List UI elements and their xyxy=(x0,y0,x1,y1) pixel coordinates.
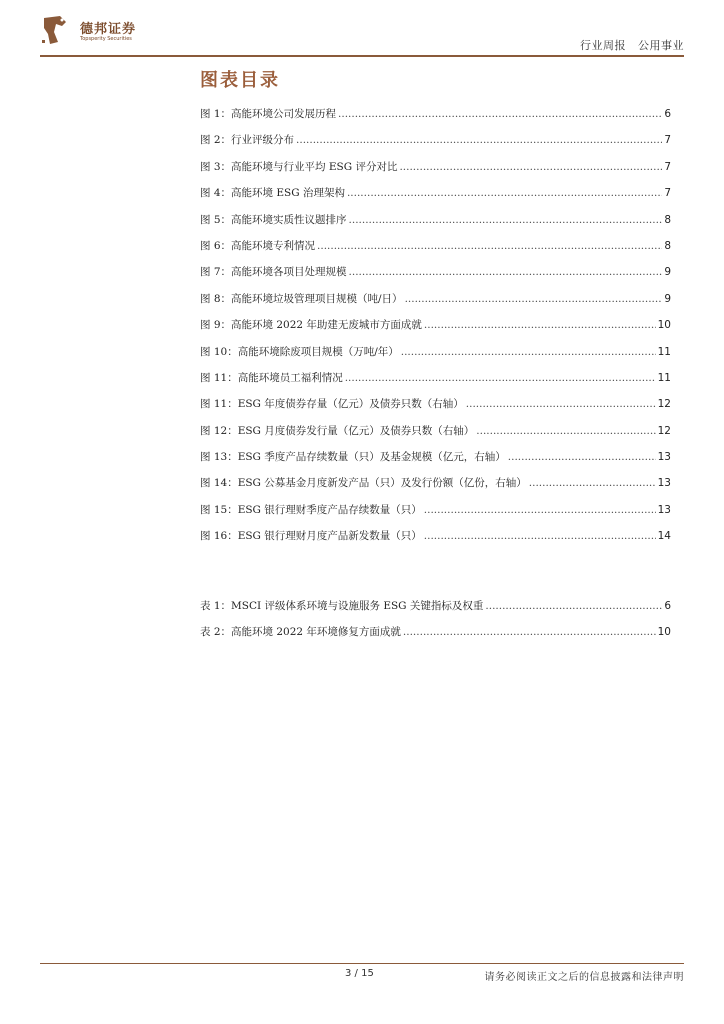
toc-entry-figure-16[interactable]: 图 16：ESG 银行理财月度产品新发数量（只） ..... 14 xyxy=(200,528,671,554)
report-type: 行业周报 xyxy=(580,39,626,52)
figure-list xyxy=(200,106,671,555)
toc-entry-table-2[interactable]: 表 2：高能环境 2022 年环境修复方面成就 ..... 10 xyxy=(200,624,671,650)
header-divider xyxy=(40,55,684,57)
toc-entry-figure-3[interactable]: 图 3：高能环境与行业平均 ESG 评分对比 ..... 7 xyxy=(200,159,671,185)
toc-entry-figure-13[interactable]: 图 13：ESG 季度产品存续数量（只）及基金规模（亿元，右轴） ..... 13 xyxy=(200,449,671,475)
company-logo xyxy=(40,14,190,48)
toc-entry-table-1[interactable]: 表 1：MSCI 评级体系环境与设施服务 ESG 关键指标及权重 ..... 6 xyxy=(200,598,671,624)
page-number: 3 / 15 xyxy=(345,968,374,979)
toc-entry-figure-9[interactable]: 图 9：高能环境 2022 年助建无废城市方面成就 ..... 10 xyxy=(200,317,671,343)
company-logo-icon xyxy=(40,14,70,46)
toc-entry-figure-12[interactable]: 图 12：ESG 月度债券发行量（亿元）及债券只数（右轴） ..... 12 xyxy=(200,423,671,449)
toc-entry-figure-8[interactable]: 图 8：高能环境垃圾管理项目规模（吨/日） ..... 9 xyxy=(200,291,671,317)
footer-disclaimer: 请务必阅读正文之后的信息披露和法律声明 xyxy=(484,972,684,983)
toc-entry-figure-14[interactable]: 图 14：ESG 公募基金月度新发产品（只）及发行份额（亿份，右轴） ..... 13 xyxy=(200,475,671,501)
toc-entry-figure-2[interactable]: 图 2：行业评级分布 ..... 7 xyxy=(200,132,671,158)
industry-name: 公用事业 xyxy=(638,39,684,52)
toc-entry-figure-7[interactable]: 图 7：高能环境各项目处理规模 ..... 9 xyxy=(200,264,671,290)
toc-entry-figure-10[interactable]: 图 10：高能环境除废项目规模（万吨/年） ..... 11 xyxy=(200,344,671,370)
toc-entry-figure-11b[interactable]: 图 11：ESG 年度债券存量（亿元）及债券只数（右轴） ..... 12 xyxy=(200,396,671,422)
toc-entry-figure-6[interactable]: 图 6：高能环境专利情况 ..... 8 xyxy=(200,238,671,264)
header-meta xyxy=(580,37,684,53)
table-list xyxy=(200,598,671,651)
toc-entry-figure-5[interactable]: 图 5：高能环境实质性议题排序 ..... 8 xyxy=(200,212,671,238)
footer-divider xyxy=(40,963,684,964)
logo-text-en: Topsperity Securities xyxy=(80,36,132,42)
logo-text-cn: 德邦证券 xyxy=(80,22,137,37)
toc-entry-figure-15[interactable]: 图 15：ESG 银行理财季度产品存续数量（只） ..... 13 xyxy=(200,502,671,528)
toc-title: 图表目录 xyxy=(200,70,280,91)
toc-entry-figure-4[interactable]: 图 4：高能环境 ESG 治理架构 ..... 7 xyxy=(200,185,671,211)
toc-entry-figure-1[interactable]: 图 1：高能环境公司发展历程 ..... 6 xyxy=(200,106,671,132)
toc-entry-figure-11a[interactable]: 图 11：高能环境员工福利情况 ..... 11 xyxy=(200,370,671,396)
